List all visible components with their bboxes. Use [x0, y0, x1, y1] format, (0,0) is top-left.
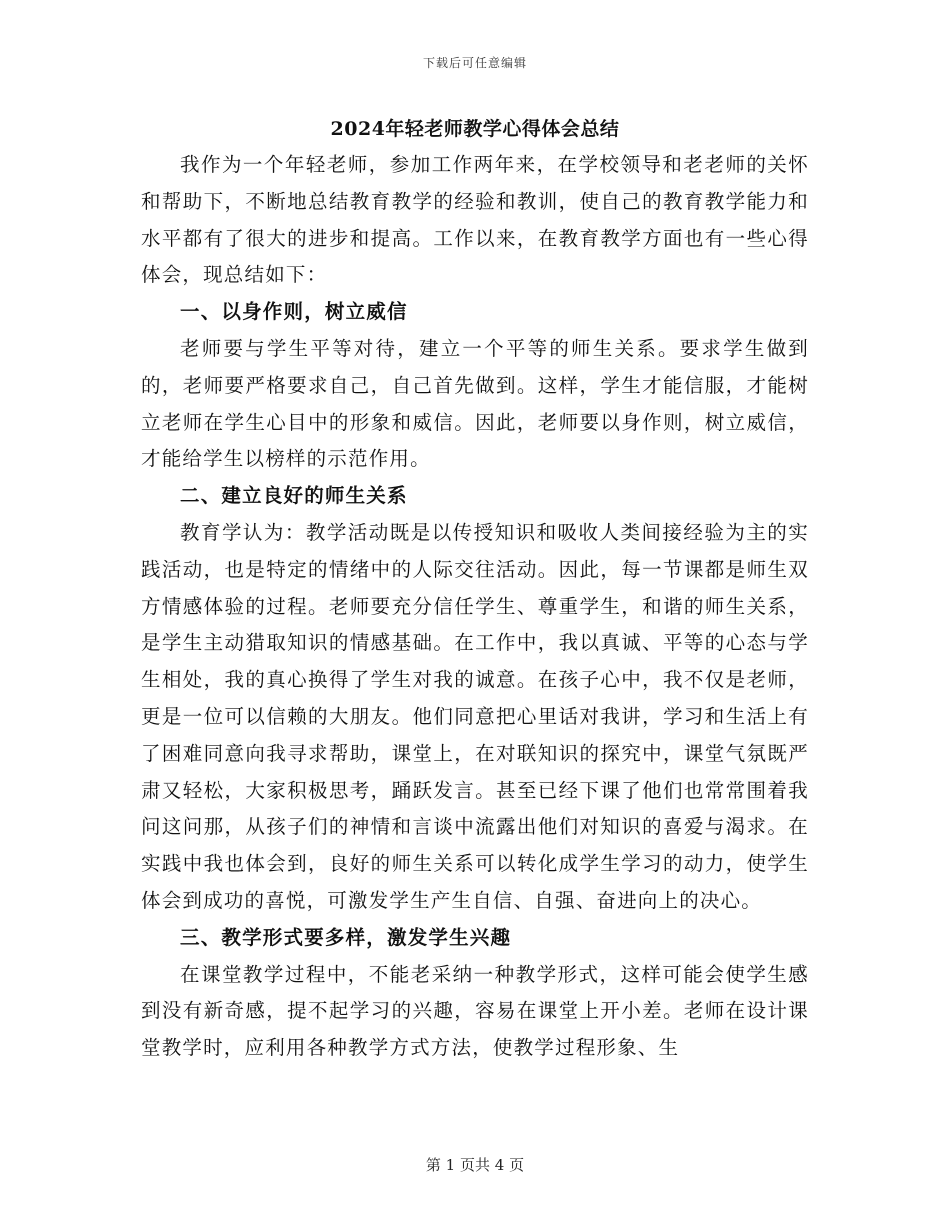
section-1-paragraph: 老师要与学生平等对待，建立一个平等的师生关系。要求学生做到的，老师要严格要求自己，自己首先做到。这样，学生才能信服，才能树立老师在学生心目中的形象和威信。因此，老师要以身作则，树立威信，才能给学生以榜样的示范作用。: [141, 336, 809, 471]
section-2-paragraph: 教育学认为：教学活动既是以传授知识和吸收人类间接经验为主的实践活动，也是特定的情绪中的人际交往活动。因此，每一节课都是师生双方情感体验的过程。老师要充分信任学生、尊重学生，和谐的师生关系，是学生主动猎取知识的情感基础。在工作中，我以真诚、平等的心态与学生相处，我的真心换得了学生对我的诚意。在孩子心中，我不仅是老师，更是一位可以信赖的大朋友。他们同意把心里话对我讲，学习和生活上有了困难同意向我寻求帮助，课堂上，在对联知识的探究中，课堂气氛既严肃又轻松，大家积极思考，踊跃发言。甚至已经下课了他们也常常围着我问这问那，从孩子们的神情和言谈中流露出他们对知识的喜爱与渴求。在实践中我也体会到，良好的师生关系可以转化成学生学习的动力，使学生体会到成功的喜悦，可激发学生产生自信、自强、奋进向上的决心。: [141, 520, 809, 912]
page-footer: 第 1 页共 4 页: [425, 1156, 525, 1174]
section-1-heading: 一、以身作则，树立威信: [180, 300, 408, 324]
page-header: 下载后可任意编辑: [422, 56, 527, 70]
intro-paragraph: 我作为一个年轻老师，参加工作两年来，在学校领导和老老师的关怀和帮助下，不断地总结教育教学的经验和教训，使自己的教育教学能力和水平都有了很大的进步和提高。工作以来，在教育教学方面也有一些心得体会，现总结如下：: [141, 153, 809, 287]
document-title: 2024年轻老师教学心得体会总结: [330, 118, 620, 140]
section-3-paragraph: 在课堂教学过程中，不能老采纳一种教学形式，这样可能会使学生感到没有新奇感，提不起学习的兴趣，容易在课堂上开小差。老师在设计课堂教学时，应利用各种教学方式方法，使教学过程形象、生: [141, 962, 809, 1060]
section-2-heading: 二、建立良好的师生关系: [180, 484, 408, 508]
document-body: [141, 114, 809, 1067]
section-3-heading: 三、教学形式要多样，激发学生兴趣: [180, 925, 512, 949]
